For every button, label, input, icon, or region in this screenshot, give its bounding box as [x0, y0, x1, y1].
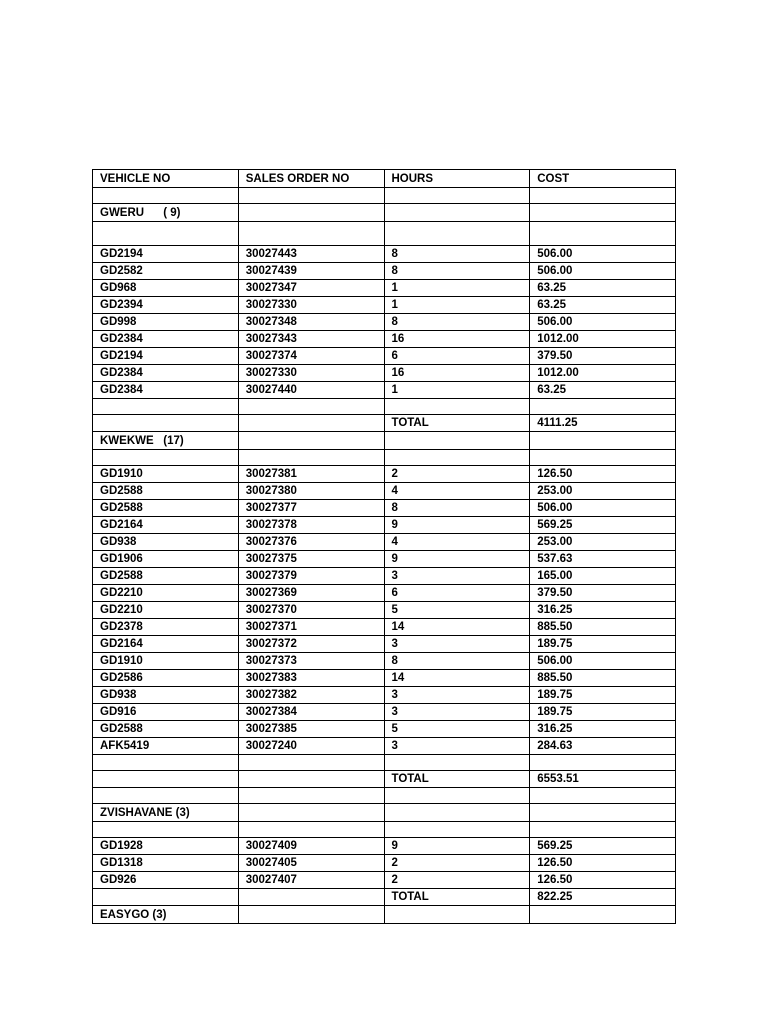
table-cell — [530, 822, 676, 838]
table-cell — [238, 222, 384, 246]
table-cell: 63.25 — [530, 382, 676, 399]
vehicle-hours-table — [92, 169, 676, 924]
region-row — [93, 204, 676, 222]
table-cell — [384, 188, 530, 204]
table-row — [93, 721, 676, 738]
table-row — [93, 466, 676, 483]
table-cell: 30027372 — [238, 636, 384, 653]
table-cell: 30027384 — [238, 704, 384, 721]
table-cell — [530, 399, 676, 415]
table-cell: 506.00 — [530, 653, 676, 670]
table-cell: GD1928 — [93, 838, 239, 855]
table-cell: 506.00 — [530, 314, 676, 331]
table-row — [93, 517, 676, 534]
table-cell: 165.00 — [530, 568, 676, 585]
blank-row — [93, 450, 676, 466]
table-row — [93, 534, 676, 551]
table-cell — [530, 432, 676, 450]
table-cell: GD2210 — [93, 585, 239, 602]
table-row — [93, 314, 676, 331]
table-cell: 1 — [384, 382, 530, 399]
table-cell: 4 — [384, 534, 530, 551]
table-cell — [384, 804, 530, 822]
table-cell: 316.25 — [530, 602, 676, 619]
table-cell: 30027376 — [238, 534, 384, 551]
table-row — [93, 602, 676, 619]
table-cell: 30027443 — [238, 246, 384, 263]
table-cell: 30027381 — [238, 466, 384, 483]
total-row — [93, 415, 676, 432]
table-cell: 126.50 — [530, 855, 676, 872]
total-row — [93, 889, 676, 906]
table-cell: 1 — [384, 280, 530, 297]
table-cell: GD968 — [93, 280, 239, 297]
table-cell: 30027378 — [238, 517, 384, 534]
table-cell: 63.25 — [530, 297, 676, 314]
table-cell: 30027439 — [238, 263, 384, 280]
table-cell: GD2164 — [93, 636, 239, 653]
table-cell: GD2586 — [93, 670, 239, 687]
table-row — [93, 263, 676, 280]
table-cell: 9 — [384, 551, 530, 568]
table-row — [93, 619, 676, 636]
table-cell — [238, 788, 384, 804]
table-cell: 284.63 — [530, 738, 676, 755]
table-cell: 3 — [384, 636, 530, 653]
table-cell — [238, 415, 384, 432]
table-cell: 30027348 — [238, 314, 384, 331]
table-row — [93, 382, 676, 399]
table-row — [93, 585, 676, 602]
table-cell: GD2384 — [93, 382, 239, 399]
table-cell: GD1318 — [93, 855, 239, 872]
table-cell: 30027330 — [238, 365, 384, 382]
table-cell — [238, 399, 384, 415]
table-cell: 16 — [384, 331, 530, 348]
table-cell: 5 — [384, 602, 530, 619]
table-cell: GD2194 — [93, 246, 239, 263]
table-cell: GD1910 — [93, 653, 239, 670]
header-row — [93, 170, 676, 188]
table-cell — [530, 906, 676, 924]
table-cell: 30027380 — [238, 483, 384, 500]
table-cell — [384, 822, 530, 838]
blank-row — [93, 222, 676, 246]
table-cell: 253.00 — [530, 483, 676, 500]
header-cell: VEHICLE NO — [93, 170, 239, 188]
table-cell — [238, 906, 384, 924]
table-cell: 8 — [384, 653, 530, 670]
table-cell: 8 — [384, 263, 530, 280]
table-cell: 30027385 — [238, 721, 384, 738]
table-cell: GD2588 — [93, 500, 239, 517]
table-cell: 885.50 — [530, 670, 676, 687]
table-cell: GD2164 — [93, 517, 239, 534]
table-cell — [238, 432, 384, 450]
table-cell: 14 — [384, 619, 530, 636]
table-cell: 6 — [384, 348, 530, 365]
table-cell: GD938 — [93, 687, 239, 704]
table-cell: 6 — [384, 585, 530, 602]
table-cell: 4111.25 — [530, 415, 676, 432]
table-cell: 189.75 — [530, 687, 676, 704]
table-cell: GD2210 — [93, 602, 239, 619]
header-cell: COST — [530, 170, 676, 188]
table-cell — [238, 450, 384, 466]
table-cell: 822.25 — [530, 889, 676, 906]
table-cell: GD2588 — [93, 483, 239, 500]
table-cell: 30027383 — [238, 670, 384, 687]
table-cell: 1 — [384, 297, 530, 314]
table-cell: 6553.51 — [530, 771, 676, 788]
table-cell: 316.25 — [530, 721, 676, 738]
table-cell: AFK5419 — [93, 738, 239, 755]
table-row — [93, 653, 676, 670]
table-cell — [384, 450, 530, 466]
table-cell: 30027440 — [238, 382, 384, 399]
table-cell: 63.25 — [530, 280, 676, 297]
table-cell — [530, 755, 676, 771]
table-cell: GD2582 — [93, 263, 239, 280]
table-cell — [93, 788, 239, 804]
table-cell: 569.25 — [530, 838, 676, 855]
table-cell: 30027407 — [238, 872, 384, 889]
table-cell: 30027330 — [238, 297, 384, 314]
blank-row — [93, 788, 676, 804]
table-cell: 3 — [384, 738, 530, 755]
header-cell: HOURS — [384, 170, 530, 188]
table-cell — [530, 188, 676, 204]
table-cell — [93, 771, 239, 788]
table-cell: 1012.00 — [530, 365, 676, 382]
table-cell — [384, 788, 530, 804]
table-cell: GWERU ( 9) — [93, 204, 239, 222]
header-cell: SALES ORDER NO — [238, 170, 384, 188]
table-cell: 30027240 — [238, 738, 384, 755]
table-cell: 506.00 — [530, 500, 676, 517]
table-cell — [384, 432, 530, 450]
table-cell: 2 — [384, 466, 530, 483]
table-cell — [93, 399, 239, 415]
table-cell: 30027347 — [238, 280, 384, 297]
table-cell: 379.50 — [530, 348, 676, 365]
table-cell: 30027343 — [238, 331, 384, 348]
table-cell: GD2588 — [93, 568, 239, 585]
table-cell: GD2384 — [93, 365, 239, 382]
table-row — [93, 687, 676, 704]
table-row — [93, 331, 676, 348]
table-row — [93, 855, 676, 872]
table-cell — [384, 204, 530, 222]
table-cell: 30027371 — [238, 619, 384, 636]
table-cell: 506.00 — [530, 263, 676, 280]
blank-row — [93, 399, 676, 415]
table-cell — [93, 889, 239, 906]
table-cell — [93, 415, 239, 432]
table-cell: 1012.00 — [530, 331, 676, 348]
table-cell — [530, 222, 676, 246]
table-cell — [93, 822, 239, 838]
table-cell — [238, 889, 384, 906]
table-cell: 5 — [384, 721, 530, 738]
table-cell: 30027409 — [238, 838, 384, 855]
table-cell — [93, 450, 239, 466]
table-cell — [238, 188, 384, 204]
table-cell: GD2384 — [93, 331, 239, 348]
blank-row — [93, 188, 676, 204]
table-cell: 2 — [384, 855, 530, 872]
table-cell: 8 — [384, 246, 530, 263]
table-cell: 3 — [384, 687, 530, 704]
table-cell: 569.25 — [530, 517, 676, 534]
table-cell: GD2588 — [93, 721, 239, 738]
table-row — [93, 704, 676, 721]
total-row — [93, 771, 676, 788]
table-cell: TOTAL — [384, 771, 530, 788]
table-row — [93, 872, 676, 889]
table-cell: GD1906 — [93, 551, 239, 568]
blank-row — [93, 755, 676, 771]
table-cell: 189.75 — [530, 704, 676, 721]
table-cell: TOTAL — [384, 889, 530, 906]
table-row — [93, 348, 676, 365]
table-cell: 30027377 — [238, 500, 384, 517]
table-cell: 253.00 — [530, 534, 676, 551]
table-cell: 30027373 — [238, 653, 384, 670]
table-cell: 30027382 — [238, 687, 384, 704]
table-cell — [238, 771, 384, 788]
table-row — [93, 670, 676, 687]
table-cell: GD2394 — [93, 297, 239, 314]
table-cell: GD2378 — [93, 619, 239, 636]
table-cell: 126.50 — [530, 466, 676, 483]
table-cell: 30027374 — [238, 348, 384, 365]
table-cell: GD2194 — [93, 348, 239, 365]
table-row — [93, 280, 676, 297]
table-cell — [384, 906, 530, 924]
table-cell: 9 — [384, 517, 530, 534]
region-row — [93, 804, 676, 822]
table-cell — [238, 804, 384, 822]
table-cell: GD938 — [93, 534, 239, 551]
table-cell: 3 — [384, 568, 530, 585]
table-cell — [93, 188, 239, 204]
table-row — [93, 551, 676, 568]
table-cell: 885.50 — [530, 619, 676, 636]
table-cell: 126.50 — [530, 872, 676, 889]
table-cell — [384, 399, 530, 415]
table-row — [93, 500, 676, 517]
table-cell — [384, 222, 530, 246]
table-row — [93, 738, 676, 755]
table-cell: 537.63 — [530, 551, 676, 568]
table-cell: 8 — [384, 500, 530, 517]
table-cell — [93, 222, 239, 246]
region-row — [93, 432, 676, 450]
table-cell: TOTAL — [384, 415, 530, 432]
table-cell: GD926 — [93, 872, 239, 889]
table-cell: 30027379 — [238, 568, 384, 585]
blank-row — [93, 822, 676, 838]
table-cell: 16 — [384, 365, 530, 382]
table-cell: 189.75 — [530, 636, 676, 653]
table-cell: 30027375 — [238, 551, 384, 568]
table-cell: 4 — [384, 483, 530, 500]
table-cell: KWEKWE (17) — [93, 432, 239, 450]
table-cell: 30027370 — [238, 602, 384, 619]
table-row — [93, 568, 676, 585]
table-row — [93, 365, 676, 382]
table-cell: 9 — [384, 838, 530, 855]
table-cell: 506.00 — [530, 246, 676, 263]
table-cell — [530, 788, 676, 804]
table-cell — [530, 804, 676, 822]
table-cell: GD998 — [93, 314, 239, 331]
table-cell: GD916 — [93, 704, 239, 721]
table-row — [93, 838, 676, 855]
table-row — [93, 246, 676, 263]
table-cell — [530, 204, 676, 222]
table-cell: 30027369 — [238, 585, 384, 602]
table-cell: ZVISHAVANE (3) — [93, 804, 239, 822]
table-cell: EASYGO (3) — [93, 906, 239, 924]
table-cell: 379.50 — [530, 585, 676, 602]
table-cell — [530, 450, 676, 466]
table-cell — [238, 204, 384, 222]
table-cell — [238, 822, 384, 838]
table-cell: 8 — [384, 314, 530, 331]
table-cell — [238, 755, 384, 771]
table-cell: GD1910 — [93, 466, 239, 483]
table-cell: 2 — [384, 872, 530, 889]
table-cell: 3 — [384, 704, 530, 721]
table-row — [93, 636, 676, 653]
region-row — [93, 906, 676, 924]
table-cell: 14 — [384, 670, 530, 687]
table-cell: 30027405 — [238, 855, 384, 872]
table-cell — [93, 755, 239, 771]
table-cell — [384, 755, 530, 771]
table-row — [93, 483, 676, 500]
table-row — [93, 297, 676, 314]
